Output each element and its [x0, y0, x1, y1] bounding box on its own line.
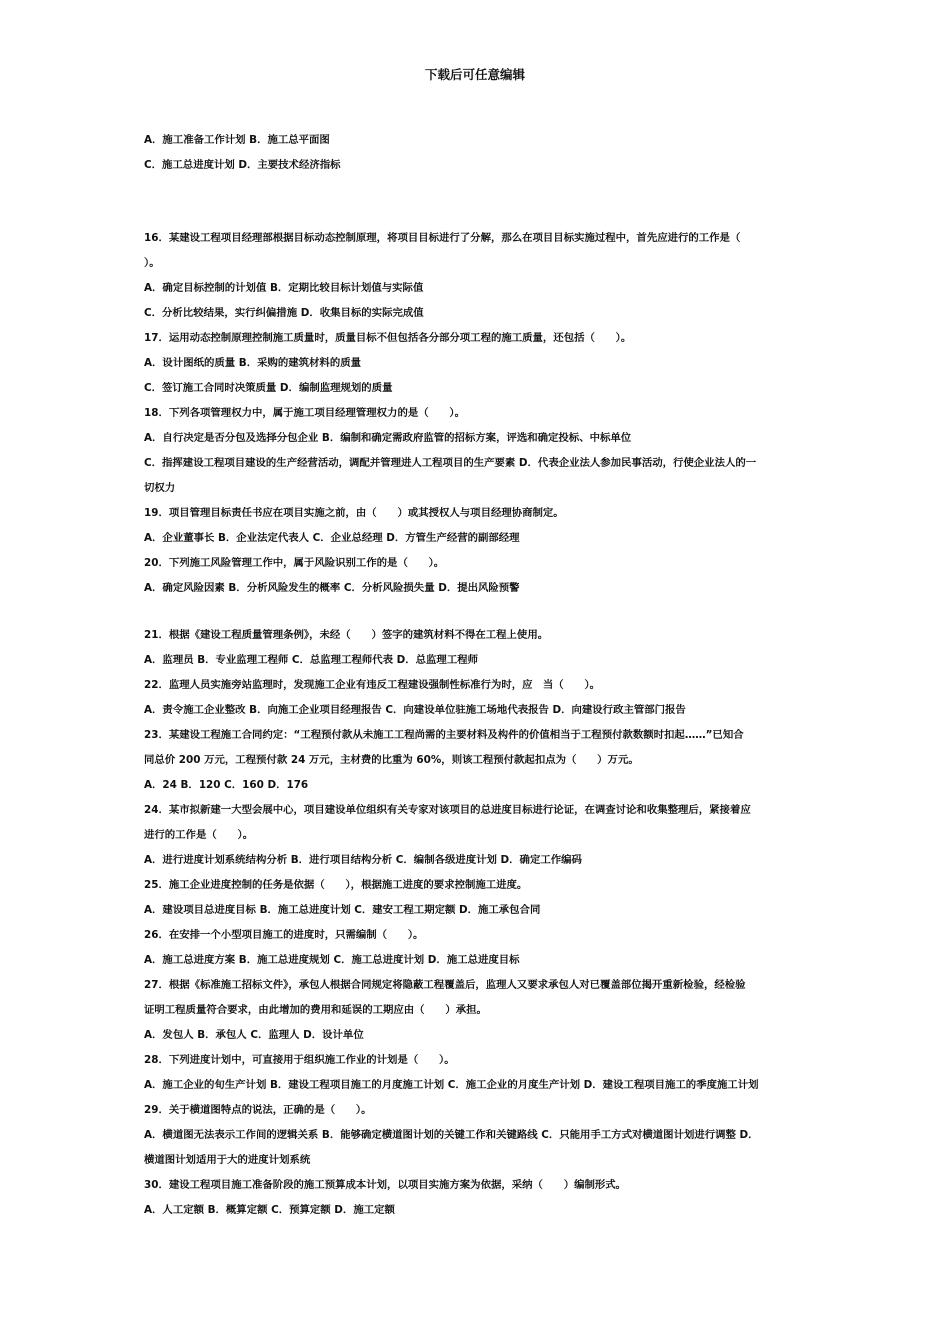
text-line: 18．下列各项管理权力中，属于施工项目经理管理权力的是（ ）。 [144, 407, 465, 419]
text-line: 切权力 [144, 482, 176, 494]
text-line: A．确定风险因素 B．分析风险发生的概率 C．分析风险损失量 D．提出风险预警 [144, 582, 520, 594]
text-line: C．施工总进度计划 D．主要技术经济指标 [144, 159, 341, 171]
text-line: C．签订施工合同时决策质量 D．编制监理规划的质量 [144, 382, 393, 394]
text-line: A．横道图无法表示工作间的逻辑关系 B．能够确定横道图计划的关键工作和关键路线 C．只能用手工方式对横道图计划进行调整 D． [144, 1129, 759, 1141]
text-line: 横道图计划适用于大的进度计划系统 [144, 1154, 311, 1166]
text-line: 同总价 200 万元，工程预付款 24 万元，主材费的比重为 60%，则该工程预付款起扣点为（ ）万元。 [144, 754, 639, 766]
text-line: A．建设项目总进度目标 B．施工总进度计划 C．建安工程工期定额 D．施工承包合同 [144, 904, 541, 916]
text-line: A．人工定额 B．概算定额 C．预算定额 D．施工定额 [144, 1204, 395, 1216]
text-line: 进行的工作是（ ）。 [144, 829, 254, 841]
text-line: A．设计图纸的质量 B．采购的建筑材料的质量 [144, 357, 361, 369]
section-gap [144, 601, 812, 623]
text-line: A．发包人 B．承包人 C．监理人 D．设计单位 [144, 1029, 364, 1041]
text-line: C．分析比较结果，实行纠偏措施 D．收集目标的实际完成值 [144, 307, 424, 319]
text-line: A．监理员 B．专业监理工程师 C．总监理工程师代表 D．总监理工程师 [144, 654, 478, 666]
text-line: 29．关于横道图特点的说法，正确的是（ ）。 [144, 1104, 372, 1116]
text-line: ）。 [144, 257, 160, 269]
text-line: A．责令施工企业整改 B．向施工企业项目经理报告 C．向建设单位驻施工场地代表报告 D．向建设行政主管部门报告 [144, 704, 686, 716]
text-line: 26．在安排一个小型项目施工的进度时，只需编制（ ）。 [144, 929, 424, 941]
page-header: 下载后可任意编辑 [424, 67, 525, 82]
section-gap [144, 178, 812, 226]
text-line: A．自行决定是否分包及选择分包企业 B．编制和确定需政府监管的招标方案，评选和确定投标、中标单位 [144, 432, 632, 444]
text-line: 16．某建设工程项目经理部根据目标动态控制原理，将项目目标进行了分解，那么在项目目标实施过程中，首先应进行的工作是（ [144, 232, 741, 244]
text-line: A．企业董事长 B．企业法定代表人 C．企业总经理 D．方管生产经营的副部经理 [144, 532, 520, 544]
document-body [144, 128, 812, 1223]
text-line: A．施工总进度方案 B．施工总进度规划 C．施工总进度计划 D．施工总进度目标 [144, 954, 520, 966]
text-line: 30．建设工程项目施工准备阶段的施工预算成本计划，以项目实施方案为依据，采纳（ ）编制形式。 [144, 1179, 627, 1191]
text-line: C．指挥建设工程项目建设的生产经营活动，调配并管理进人工程项目的生产要素 D．代表企业法人参加民事活动，行使企业法人的一 [144, 457, 757, 469]
text-line: 19．项目管理目标责任书应在项目实施之前，由（ ）或其授权人与项目经理协商制定。 [144, 507, 564, 519]
text-line: 22．监理人员实施旁站监理时，发现施工企业有违反工程建设强制性标准行为时，应 当（ ）。 [144, 679, 601, 691]
text-line: 证明工程质量符合要求，由此增加的费用和延误的工期应由（ ）承担。 [144, 1004, 487, 1016]
text-line: 17．运用动态控制原理控制施工质量时，质量目标不但包括各分部分项工程的施工质量，还包括（ ）。 [144, 332, 632, 344]
text-line: 25．施工企业进度控制的任务是依据（ ），根据施工进度的要求控制施工进度。 [144, 879, 528, 891]
text-line: 21．根据《建设工程质量管理条例》，未经（ ）签字的建筑材料不得在工程上使用。 [144, 629, 549, 641]
text-line: 20．下列施工风险管理工作中，属于风险识别工作的是（ ）。 [144, 557, 445, 569]
text-line: 24．某市拟新建一大型会展中心，项目建设单位组织有关专家对该项目的总进度目标进行论证，在调查讨论和收集整理后，紧接着应 [144, 804, 751, 816]
text-line: 27．根据《标准施工招标文件》，承包人根据合同规定将隐蔽工程覆盖后，监理人又要求承包人对已覆盖部位揭开重新检验，经检验 [144, 979, 746, 991]
text-line: A．进行进度计划系统结构分析 B．进行项目结构分析 C．编制各级进度计划 D．确定工作编码 [144, 854, 582, 866]
text-line: A．24 B．120 C．160 D．176 [144, 779, 309, 791]
text-line: A．施工准备工作计划 B．施工总平面图 [144, 134, 330, 146]
text-line: A．施工企业的旬生产计划 B．建设工程项目施工的月度施工计划 C．施工企业的月度生产计划 D．建设工程项目施工的季度施工计划 [144, 1079, 759, 1091]
text-line: 23．某建设工程施工合同约定：“工程预付款从未施工工程尚需的主要材料及构件的价值相当于工程预付款数额时扣起……”已知合 [144, 729, 744, 741]
text-line: A．确定目标控制的计划值 B．定期比较目标计划值与实际值 [144, 282, 424, 294]
text-line: 28．下列进度计划中，可直接用于组织施工作业的计划是（ ）。 [144, 1054, 455, 1066]
